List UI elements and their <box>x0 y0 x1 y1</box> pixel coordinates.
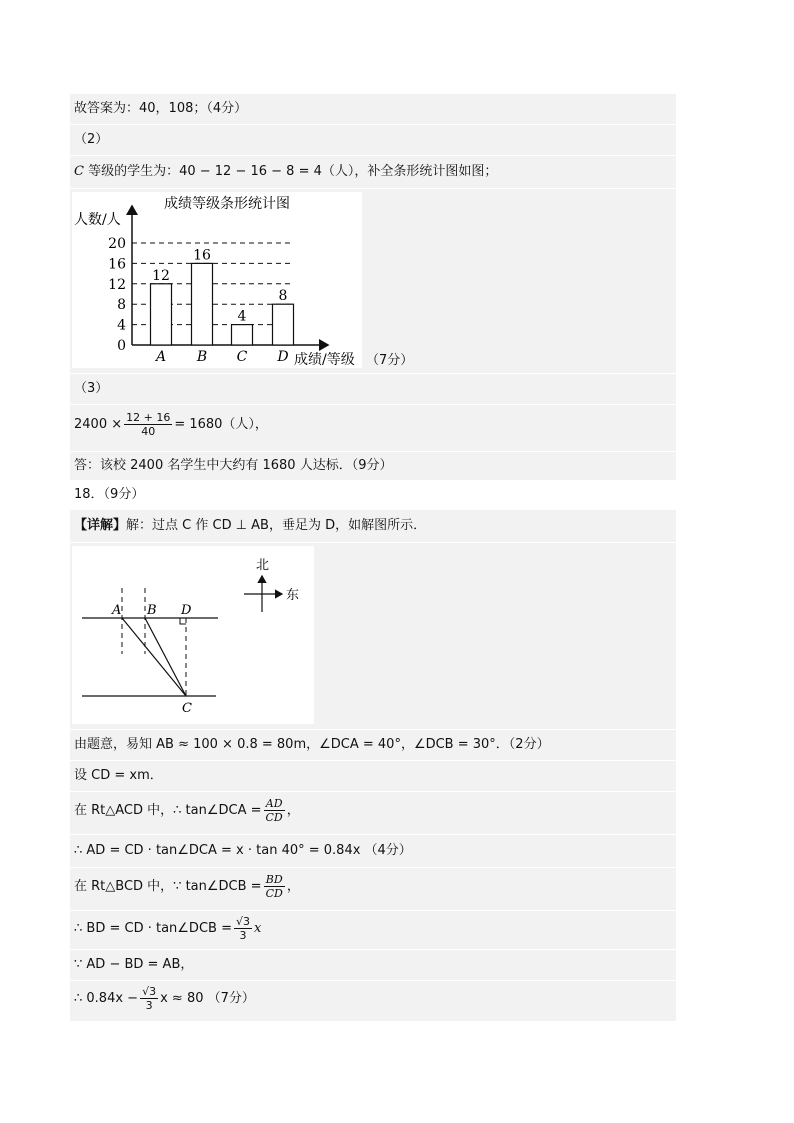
equation-formula: ∴ 0.84x − $\frac{√3}{3}$ x ≈ 80 （7分） <box>74 985 255 1012</box>
segment-bc <box>145 618 186 696</box>
category-label: B <box>196 349 208 365</box>
bar-value-label: 4 <box>237 308 247 325</box>
part-2-label <box>70 125 676 156</box>
part-label: （2） <box>74 132 109 147</box>
chart-title: 成绩等级条形统计图 <box>164 196 290 212</box>
grade-c-line <box>70 156 676 189</box>
equation-line <box>70 981 676 1022</box>
bar-chart-figure <box>72 192 362 368</box>
let-text: 设 CD = xm． <box>74 768 163 783</box>
answer-line-2 <box>70 452 676 481</box>
tan-dcb-line <box>70 868 676 911</box>
compass-east-label: 东 <box>286 588 300 603</box>
y-tick-label: 0 <box>117 338 126 354</box>
bar-value-label: 8 <box>278 288 288 305</box>
y-axis-label: 人数/人 <box>74 212 121 228</box>
answer-line-1 <box>70 94 676 125</box>
category-label: C <box>236 349 248 365</box>
y-tick-label: 20 <box>108 236 126 252</box>
bar-value-label: 12 <box>152 267 170 284</box>
category-label: A <box>155 349 167 365</box>
bar-value-label: 16 <box>193 247 211 264</box>
point-b-label: B <box>147 603 157 618</box>
fraction: $\frac{12 + 16}{40}$ <box>126 411 171 438</box>
segment-ac <box>122 618 186 696</box>
let-line <box>70 761 676 792</box>
ad-bd-text: ∵ AD − BD = AB， <box>74 957 194 972</box>
ad-bd-line <box>70 950 676 981</box>
bd-line <box>70 911 676 950</box>
x-axis-label: 成绩/等级 <box>294 352 355 368</box>
bar-chart <box>72 192 362 368</box>
bar <box>192 263 213 345</box>
answer-text: 故答案为：40，108；（4分） <box>74 101 248 116</box>
bar <box>151 284 172 345</box>
tan-dca-formula: 在 Rt△ACD 中，∴ tan∠DCA = $\frac{AD}{CD}$ ， <box>74 797 300 824</box>
answer-text: 答：该校 2400 名学生中大约有 1680 人达标．（9分） <box>74 458 393 473</box>
geometry-figure <box>72 546 314 724</box>
point-a-label: A <box>112 603 122 618</box>
category-label: D <box>277 349 289 365</box>
bar <box>273 304 294 345</box>
ad-line <box>70 835 676 868</box>
given-text: 由题意，易知 AB ≈ 100 × 0.8 = 80m，∠DCA = 40°，∠DCB = 30°．（2分） <box>74 737 550 752</box>
y-tick-label: 4 <box>117 317 126 334</box>
bd-formula: ∴ BD = CD · tan∠DCB = $\frac{√3}{3}$ x <box>74 915 262 942</box>
y-tick-label: 16 <box>108 256 126 273</box>
part-label: （3） <box>74 381 109 396</box>
given-line <box>70 730 676 761</box>
y-tick-label: 8 <box>117 297 126 314</box>
y-tick-label: 12 <box>108 276 126 293</box>
right-angle-mark <box>180 618 186 624</box>
point-c-label: C <box>182 701 192 716</box>
grade-c-text: C 等级的学生为：40 − 12 − 16 − 8 = 4（人），补全条形统计图如图； <box>74 164 498 179</box>
ad-formula: ∴ AD = CD · tan∠DCA = x · tan 40° = 0.84x （4分） <box>74 843 412 858</box>
detail-text: 【详解】解：过点 C 作 CD ⊥ AB，垂足为 D，如解图所示． <box>74 518 427 533</box>
compass-north-label: 北 <box>256 558 270 573</box>
geometry-diagram <box>72 546 314 724</box>
score-note: （7分） <box>366 353 414 368</box>
point-d-label: D <box>181 603 192 618</box>
tan-dcb-formula: 在 Rt△BCD 中，∵ tan∠DCB = $\frac{BD}{CD}$ ， <box>74 873 300 900</box>
tan-dca-line <box>70 792 676 835</box>
bar <box>232 325 253 345</box>
part-3-label <box>70 374 676 405</box>
question-number: 18．（9分） <box>74 487 145 502</box>
question-18-heading <box>70 481 676 510</box>
estimate-formula: 2400 × $\frac{12 + 16}{40}$ = 1680（人）， <box>74 411 268 438</box>
detail-line <box>70 510 676 543</box>
estimate-line <box>70 405 676 452</box>
